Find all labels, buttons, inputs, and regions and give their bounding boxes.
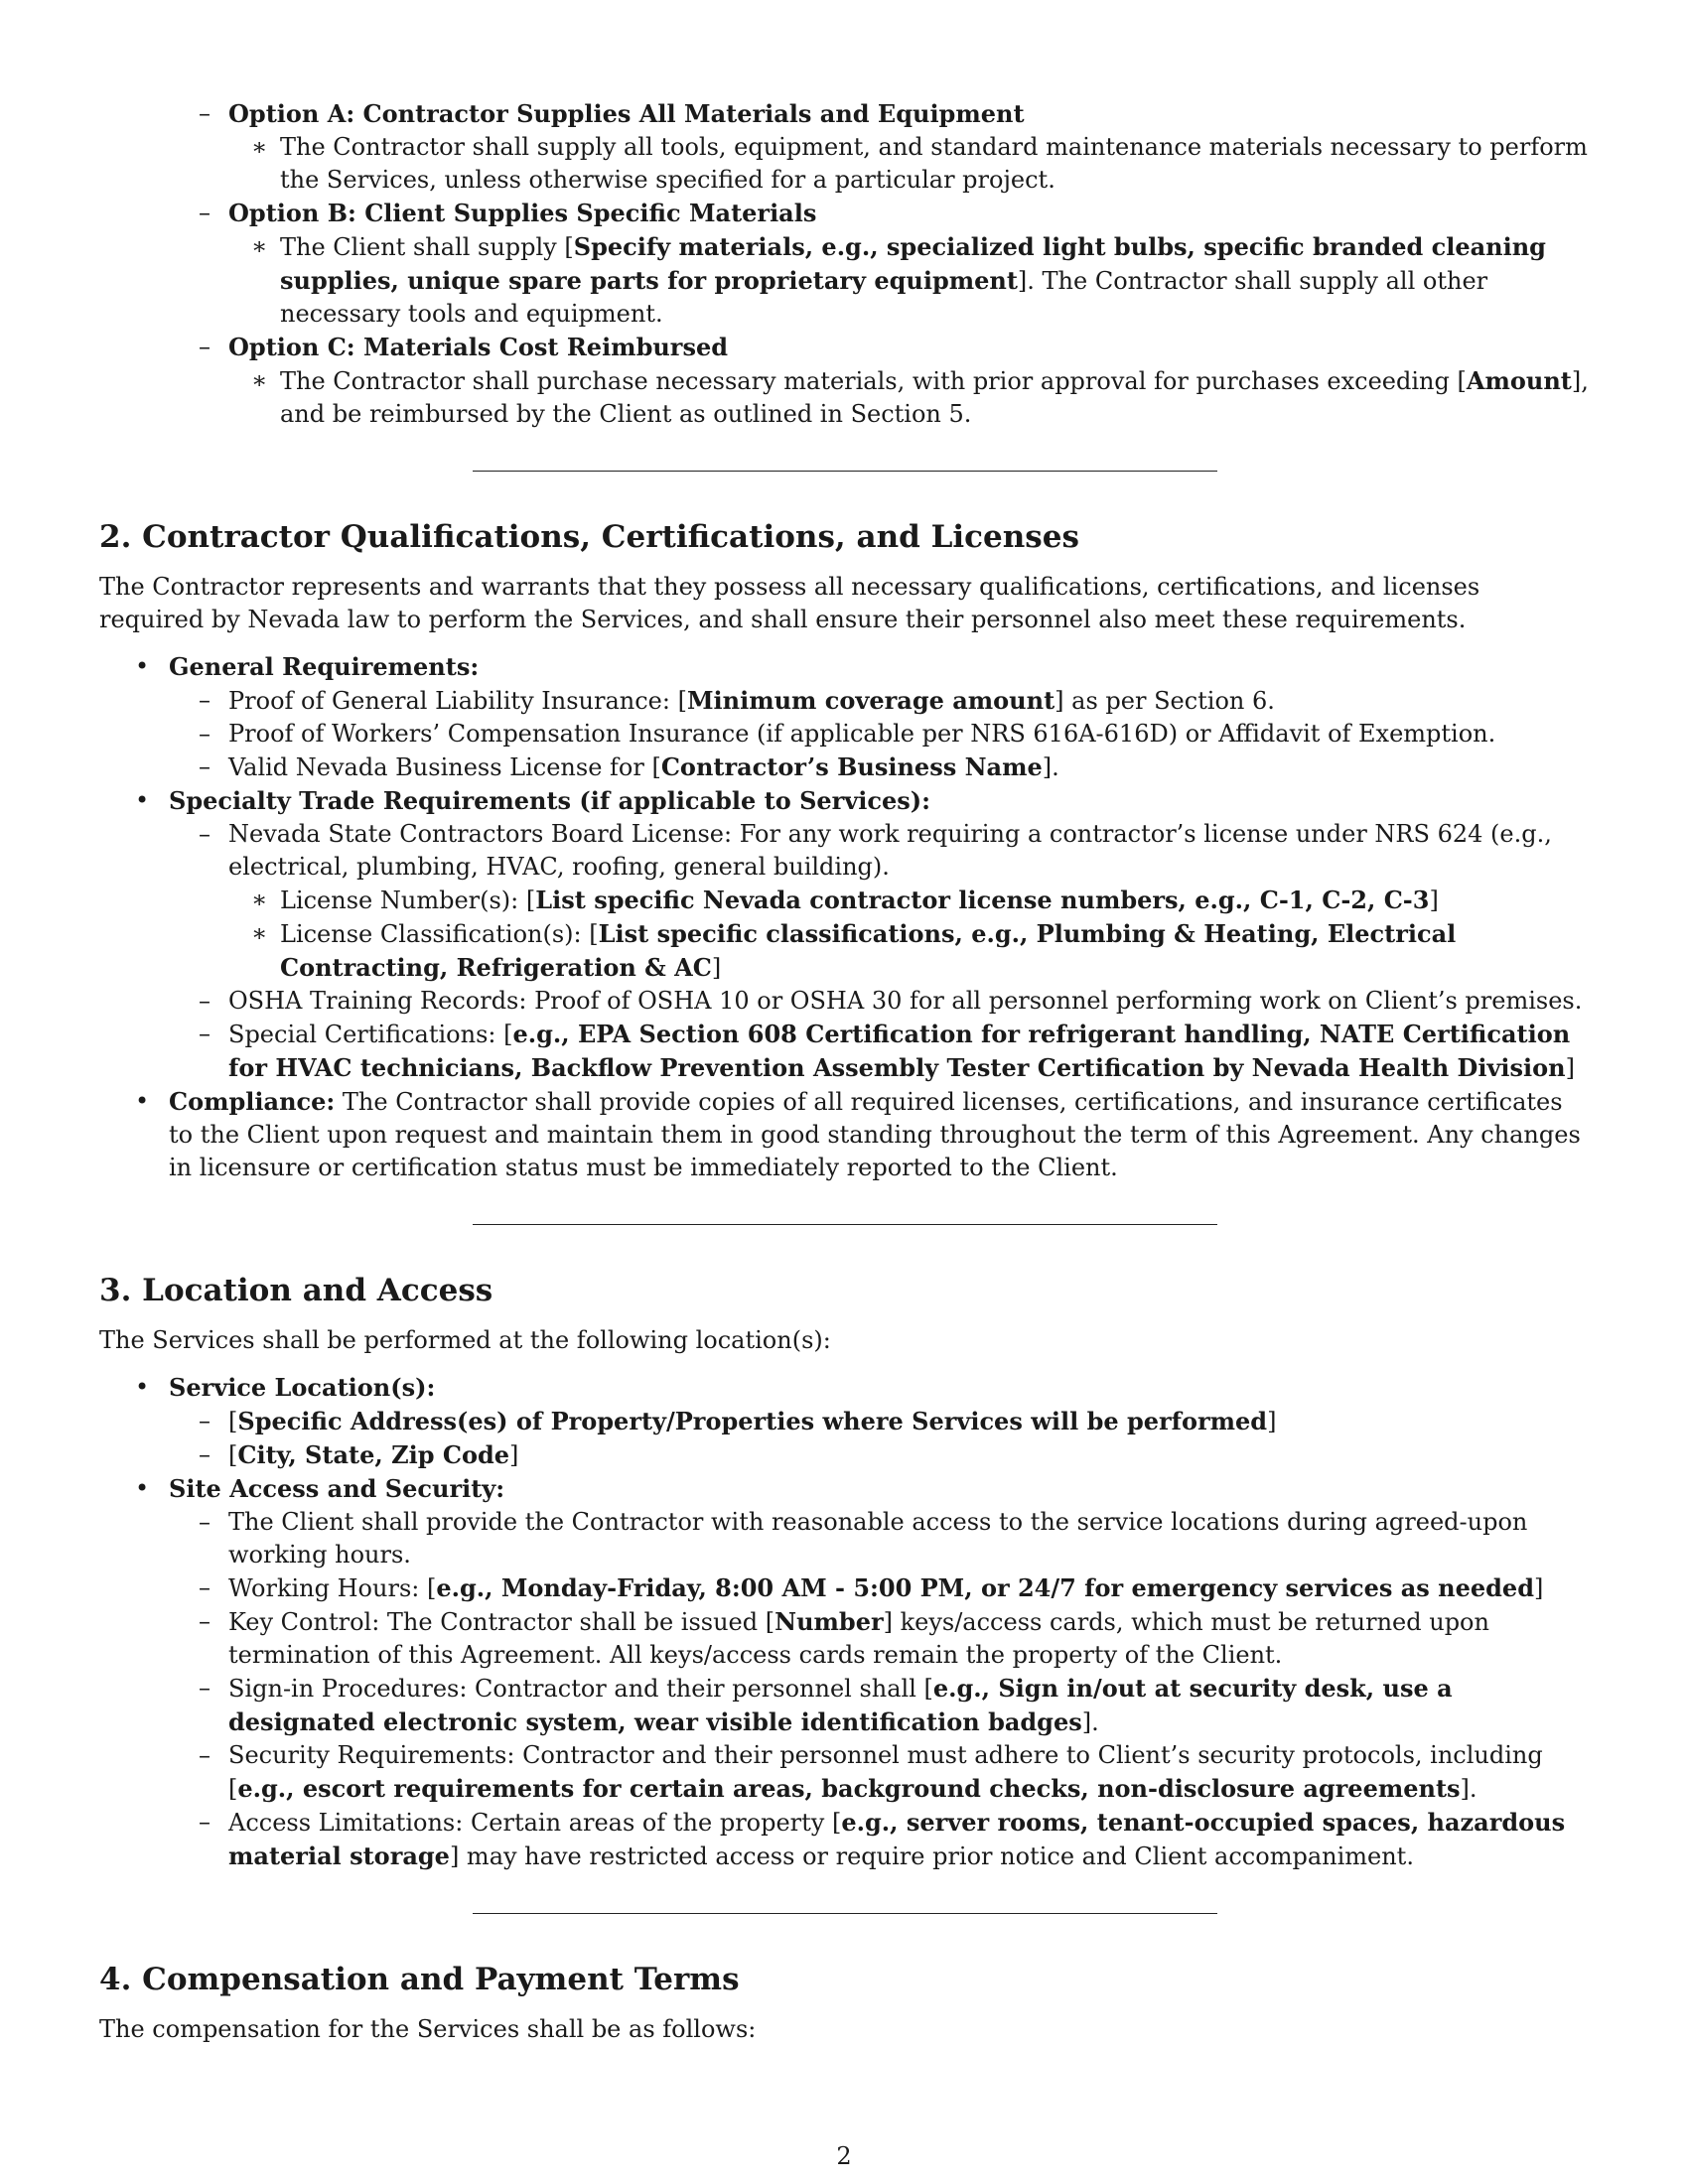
section-2-heading: 2. Contractor Qualifications, Certifications, and Licenses [99,519,1079,555]
list-subitem: – [City, State, Zip Code] [199,1440,519,1469]
dash-marker: – [199,199,211,226]
page-number: 2 [836,2142,852,2170]
option-title: – Option B: Client Supplies Specific Materials [199,199,817,227]
bullet-marker: • [135,1373,150,1401]
list-subsubitem: ∗ License Classification(s): [List specific classifications, e.g., Plumbing & Heating, Electrical Contracting, Refrigeration & AC] [251,919,1457,982]
option-detail: ∗ The Contractor shall supply all tools, equipment, and standard maintenance materials necessary to perform the Services, unless otherwise specified for a particular project. [251,133,1588,194]
list-subitem: – Security Requirements: Contractor and their personnel must adhere to Client’s security protocols, including [e.g., escort requirements for certain areas, background checks, non-disclosure agreements]. [199,1741,1543,1803]
option-detail: ∗ The Client shall supply [Specify materials, e.g., specialized light bulbs, specific branded cleaning supplies, unique spare parts for proprietary equipment]. The Contractor shall supply all other necessary tools and equipment. [251,232,1546,328]
list-subitem: – Special Certifications: [e.g., EPA Section 608 Certification for refrigerant handling, NATE Certification for HVAC technicians, Backflow Prevention Assembly Tester Certification by Nevada Health Division] [199,1020,1575,1082]
dash-marker: – [199,99,211,127]
list-item-compliance: • Compliance: The Contractor shall provide copies of all required licenses, certifications, and insurance certificates to the Client upon request and maintain them in good standing throughout the term of this Agreement. Any changes in licensure or certification status must be immediately reported to the Client. [135,1087,1581,1181]
list-subitem: – The Client shall provide the Contractor with reasonable access to the service locations during agreed-upon working hours. [199,1508,1528,1569]
option-c [99,331,1591,431]
section-divider [473,471,1217,472]
dash-marker: – [199,333,211,360]
list-item-service-location: • Service Location(s): – [Specific Address(es) of Property/Properties where Services will be performed] – [City, State, Zip Code] [99,1371,1591,1472]
option-title: – Option A: Contractor Supplies All Materials and Equipment [199,99,1025,128]
list-item-specialty-trade: • Specialty Trade Requirements (if applicable to Services): – Nevada State Contractors Board License: For any work requiring a contractor’s license under NRS 624 (e.g., electrical, plumbing, HVAC, roofing, general building). ∗ License Number(s): [List specific Nevada contractor license numbers, e.g., C-1, C-2, C-3] ∗ License Classification(s): [List specific classifications, e.g., Plumbing & Heating, Electrical Contracting, Refrigeration & AC] – OSHA Training Records: Proof of OSHA 10 or OSHA 30 for all personnel performing work on Client’s premises. – Special Certifications: [e.g., EPA Section 608 Certification for refrigerant handling, NATE Certification for HVAC technicians, Backflow Prevention Assembly Tester Certification by Nevada Health Division] [99,784,1591,1085]
list-subitem: – OSHA Training Records: Proof of OSHA 10 or OSHA 30 for all personnel performing work on Client’s premises. [199,987,1583,1015]
list-item-site-access: • Site Access and Security: – The Client shall provide the Contractor with reasonable access to the service locations during agreed-upon working hours. – Working Hours: [e.g., Monday-Friday, 8:00 AM - 5:00 PM, or 24/7 for emergency services as needed] – Key Control: The Contractor shall be issued [Number] keys/access cards, which must be returned upon termination of this Agreement. All keys/access cards remain the property of the Client. – Sign-in Procedures: Contractor and their personnel shall [e.g., Sign in/out at security desk, use a designated electronic system, wear visible identification badges]. – Security Requirements: Contractor and their personnel must adhere to Client’s security protocols, including [e.g., escort requirements for certain areas, background checks, non-disclosure agreements]. – Access Limitations: Certain areas of the property [e.g., server rooms, tenant-occupied spaces, hazardous material storage] may have restricted access or require prior notice and Client accompaniment. [99,1472,1591,1873]
asterisk-marker: ∗ [251,232,268,260]
section-3-intro: The Services shall be performed at the following location(s): [99,1326,831,1354]
list-subitem: – Key Control: The Contractor shall be issued [Number] keys/access cards, which must be returned upon termination of this Agreement. All keys/access cards remain the property of the Client. [199,1607,1489,1669]
option-b [99,197,1591,331]
option-title: – Option C: Materials Cost Reimbursed [199,333,729,361]
asterisk-marker: ∗ [251,133,268,161]
bullet-marker: • [135,1474,150,1502]
section-divider [473,1913,1217,1914]
bullet-marker: • [135,652,150,680]
list-subsubitem: ∗ License Number(s): [List specific Nevada contractor license numbers, e.g., C-1, C-2, C-3] [251,886,1439,914]
list-subitem: – Access Limitations: Certain areas of the property [e.g., server rooms, tenant-occupied spaces, hazardous material storage] may have restricted access or require prior notice and Client accompaniment. [199,1808,1566,1870]
list-subitem: – Sign-in Procedures: Contractor and their personnel shall [e.g., Sign in/out at security desk, use a designated electronic system, wear visible identification badges]. [199,1674,1453,1736]
list-item-general-requirements: • General Requirements: – Proof of General Liability Insurance: [Minimum coverage amount] as per Section 6. – Proof of Workers’ Compensation Insurance (if applicable per NRS 616A-616D) or Affidavit of Exemption. – Valid Nevada Business License for [Contractor’s Business Name]. [99,650,1591,784]
materials-options [99,97,1591,431]
section-3-list [99,1371,1591,1873]
section-divider [473,1224,1217,1225]
list-subitem: – Nevada State Contractors Board License: For any work requiring a contractor’s license under NRS 624 (e.g., electrical, plumbing, HVAC, roofing, general building). [199,820,1552,881]
list-subitem: – Proof of General Liability Insurance: [Minimum coverage amount] as per Section 6. [199,686,1275,715]
asterisk-marker: ∗ [251,366,268,394]
list-subitem: – Proof of Workers’ Compensation Insurance (if applicable per NRS 616A-616D) or Affidavit of Exemption. [199,720,1496,748]
bullet-marker: • [135,1087,150,1115]
section-2-intro: The Contractor represents and warrants that they possess all necessary qualifications, certifications, and licenses required by Nevada law to perform the Services, and shall ensure their personnel also meet these requirements. [99,573,1480,633]
list-subitem: – [Specific Address(es) of Property/Properties where Services will be performed] [199,1407,1277,1435]
section-2-list [99,650,1591,1184]
section-4-intro: The compensation for the Services shall be as follows: [99,2015,757,2043]
option-detail: ∗ The Contractor shall purchase necessary materials, with prior approval for purchases exceeding [Amount], and be reimbursed by the Client as outlined in Section 5. [251,366,1589,428]
document-page [99,97,1591,2046]
section-3-heading: 3. Location and Access [99,1273,493,1308]
section-4-heading: 4. Compensation and Payment Terms [99,1962,740,1997]
list-subitem: – Valid Nevada Business License for [Contractor’s Business Name]. [199,752,1059,781]
bullet-marker: • [135,786,150,814]
option-a [99,97,1591,197]
list-subitem: – Working Hours: [e.g., Monday-Friday, 8:00 AM - 5:00 PM, or 24/7 for emergency services as needed] [199,1573,1544,1602]
